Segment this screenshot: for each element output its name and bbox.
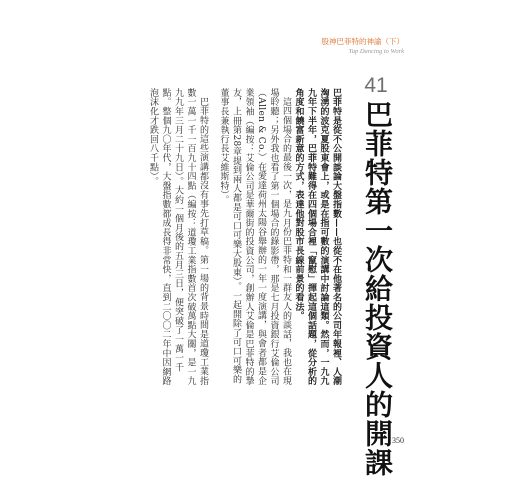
chapter-title: 巴菲特第一次給投資人的開課 bbox=[361, 100, 394, 477]
running-header-title: 股神巴菲特的神諭（下） bbox=[321, 37, 404, 46]
lead-paragraph: 巴菲特是從不公開談論大盤指數——也從不在他著名的公司年報裡、人潮洶湧的波克夏股東會上，或是在指可數的演講中討論這類。然而，一九九九年下半年，巴菲特難得在四個場合裡「竄慰」揮起這個話題，從分析的角度和饒富新意的方式，表達他對股市長線前景的看法。 bbox=[293, 88, 341, 386]
body-paragraph: 巴菲特的這些演講都沒有事先打草稿。第一場的背景時間是道瓊工業指數一萬一千一百九十四點（編按：道瓊工業指數首次破萬點大關，是一九九九年三月二十九日）。大約一個月後的五月三日，便突破了一萬一千點。整個九〇年代，大盤指數都成長得非常快，直到二〇〇二年中因網路泡沫化才跌回八千點）。 bbox=[148, 88, 208, 386]
running-header-subtitle: Tap Dancing to Work bbox=[348, 48, 404, 55]
body-text bbox=[132, 88, 342, 388]
body-paragraph: 這四個場合的最後一次，是九月份巴菲特和一群友人的談話，我也在現場聆聽；另外我也看了第一個場合的錄影帶，那是七月投資銀行艾倫公司（Allen & Co.）在愛達荷州太陽谷舉辦的一年一度演講，與會者都是企業領袖（編按：艾倫公司是華爾街的投資公司，創辦人艾倫是巴菲特的摯友，上冊第28章提到兩人都是可口可樂大股東）。一起開除了可口可樂的董事長兼執行長艾維斯特）。 bbox=[218, 88, 291, 386]
page-number: 350 bbox=[392, 436, 404, 445]
chapter-number: 41 bbox=[364, 74, 388, 97]
